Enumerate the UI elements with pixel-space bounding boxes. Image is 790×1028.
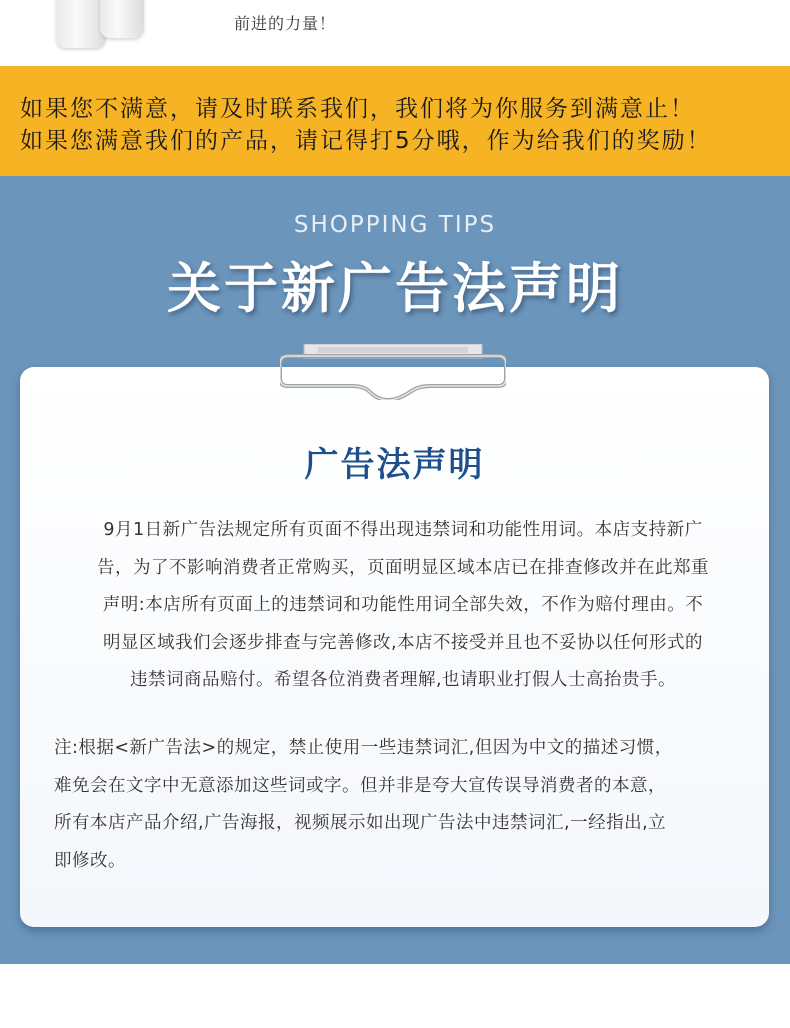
statement-line: 声明:本店所有页面上的违禁词和功能性用词全部失效，不作为赔付理由。不: [102, 595, 704, 615]
note-line: 注:根据<新广告法>的规定，禁止使用一些违禁词汇,但因为中文的描述习惯，: [54, 738, 673, 758]
section-title: 关于新广告法声明: [167, 257, 623, 320]
ad-law-section: [0, 176, 790, 964]
statement-line: 9月1日新广告法规定所有页面不得出现违禁词和功能性用词。本店支持新广: [103, 520, 703, 540]
statement-line: 违禁词商品赔付。希望各位消费者理解,也请职业打假人士高抬贵手。: [129, 670, 677, 690]
card-title: 广告法声明: [304, 445, 485, 485]
top-product-strip: [0, 0, 790, 66]
banner-line-2: 如果您满意我们的产品，请记得打5分哦，作为给我们的奖励！: [20, 128, 712, 154]
bottom-spacer: [0, 964, 790, 1028]
statement-line: 明显区域我们会逐步排查与完善修改,本店不接受并且也不妥协以任何形式的: [102, 632, 704, 653]
clipboard-clip-icon: [280, 344, 506, 400]
note-line: 难免会在文字中无意添加这些词或字。但并非是夸大宣传误导消费者的本意，: [54, 775, 666, 796]
note-line: 即修改。: [54, 850, 126, 871]
satisfaction-banner: [0, 66, 790, 176]
section-subtitle: SHOPPING TIPS: [293, 212, 497, 238]
note-line: 所有本店产品介绍,广告海报，视频展示如出现广告法中违禁词汇,一经指出,立: [54, 813, 667, 833]
statement-card: [20, 367, 769, 927]
product-bottle-image: [100, 0, 144, 38]
banner-line-1: 如果您不满意，请及时联系我们，我们将为你服务到满意止！: [20, 96, 695, 122]
statement-line: 告，为了不影响消费者正常购买，页面明显区域本店已在排查修改并在此郑重: [97, 557, 709, 578]
note-paragraph: [54, 730, 754, 880]
top-partial-text: 前进的力量！: [234, 14, 337, 33]
statement-paragraph: [58, 512, 748, 700]
product-bottle-image: [56, 0, 106, 48]
